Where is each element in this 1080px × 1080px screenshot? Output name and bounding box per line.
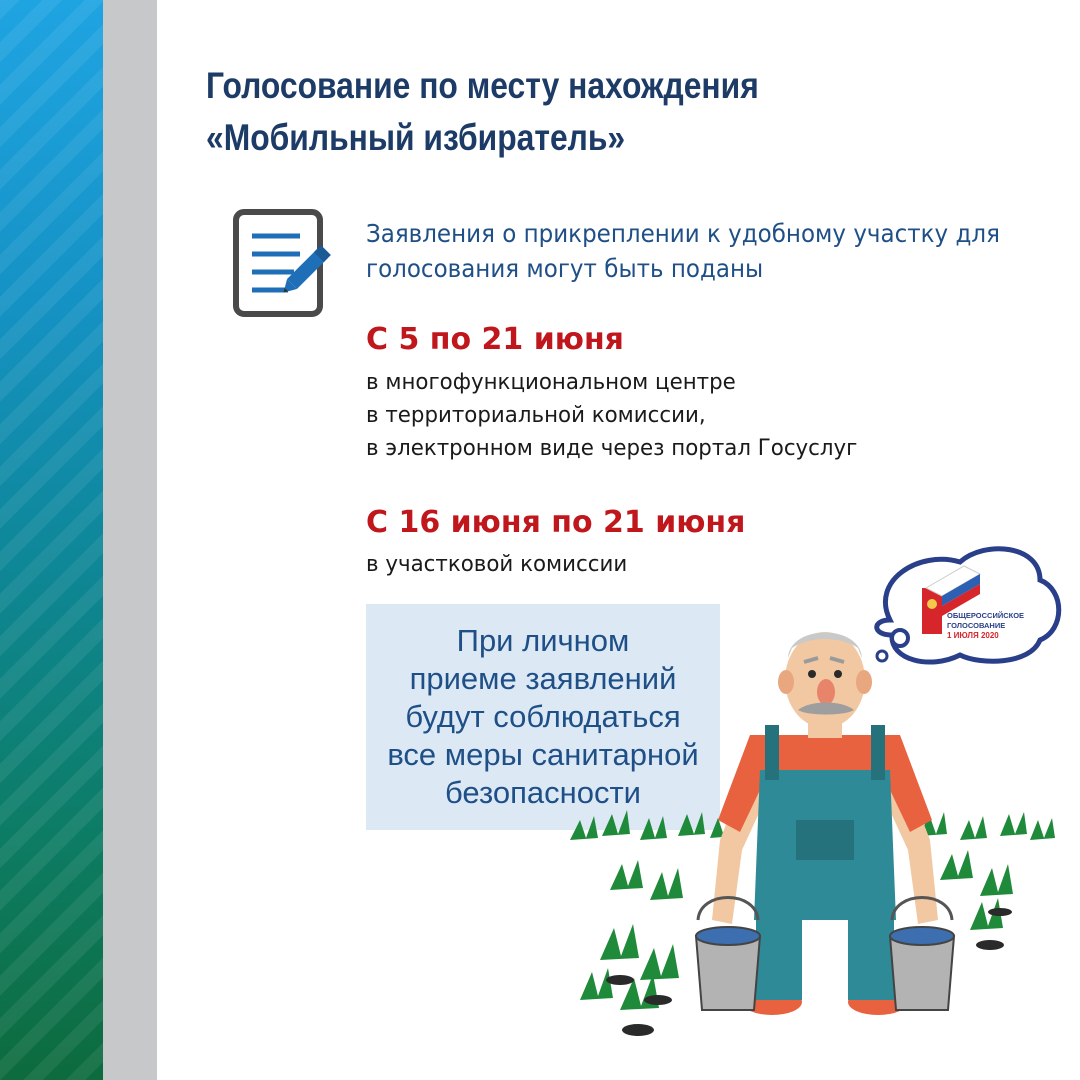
document-edit-icon (232, 208, 342, 320)
gardener-illustration (560, 540, 1080, 1080)
page-title (206, 60, 825, 164)
badge-line-1: ОБЩЕРОССИЙСКОЕ (947, 611, 1025, 620)
period-1-line: в многофункциональном центре (366, 370, 736, 395)
badge-line-3: 1 ИЮЛЯ 2020 (947, 631, 999, 640)
note-line: все меры санитарной (387, 737, 699, 772)
period-1-heading: С 5 по 21 июня (366, 322, 624, 357)
intro-line-2: голосования могут быть поданы (366, 254, 764, 283)
note-line: приеме заявлений (409, 661, 677, 696)
note-line: будут соблюдаться (405, 699, 681, 734)
gardener (696, 632, 954, 1015)
period-2-line: в участковой комиссии (366, 552, 628, 577)
intro-text (366, 216, 1000, 286)
side-gray-stripe (103, 0, 157, 1080)
intro-line-1: Заявления о прикреплении к удобному участку для (366, 219, 1000, 248)
period-1-list (366, 366, 857, 465)
title-line-1: Голосование по месту нахождения (206, 65, 759, 106)
thought-bubble (877, 549, 1059, 662)
note-line: При личном (456, 623, 630, 658)
period-1-line: в территориальной комиссии, (366, 403, 706, 428)
side-gradient-stripe (0, 0, 103, 1080)
period-2-heading: С 16 июня по 21 июня (366, 505, 746, 540)
period-1-line: в электронном виде через портал Госуслуг (366, 436, 858, 461)
badge-line-2: ГОЛОСОВАНИЕ (947, 621, 1006, 630)
title-line-2: «Мобильный избиратель» (206, 117, 626, 158)
note-line: безопасности (445, 775, 641, 810)
